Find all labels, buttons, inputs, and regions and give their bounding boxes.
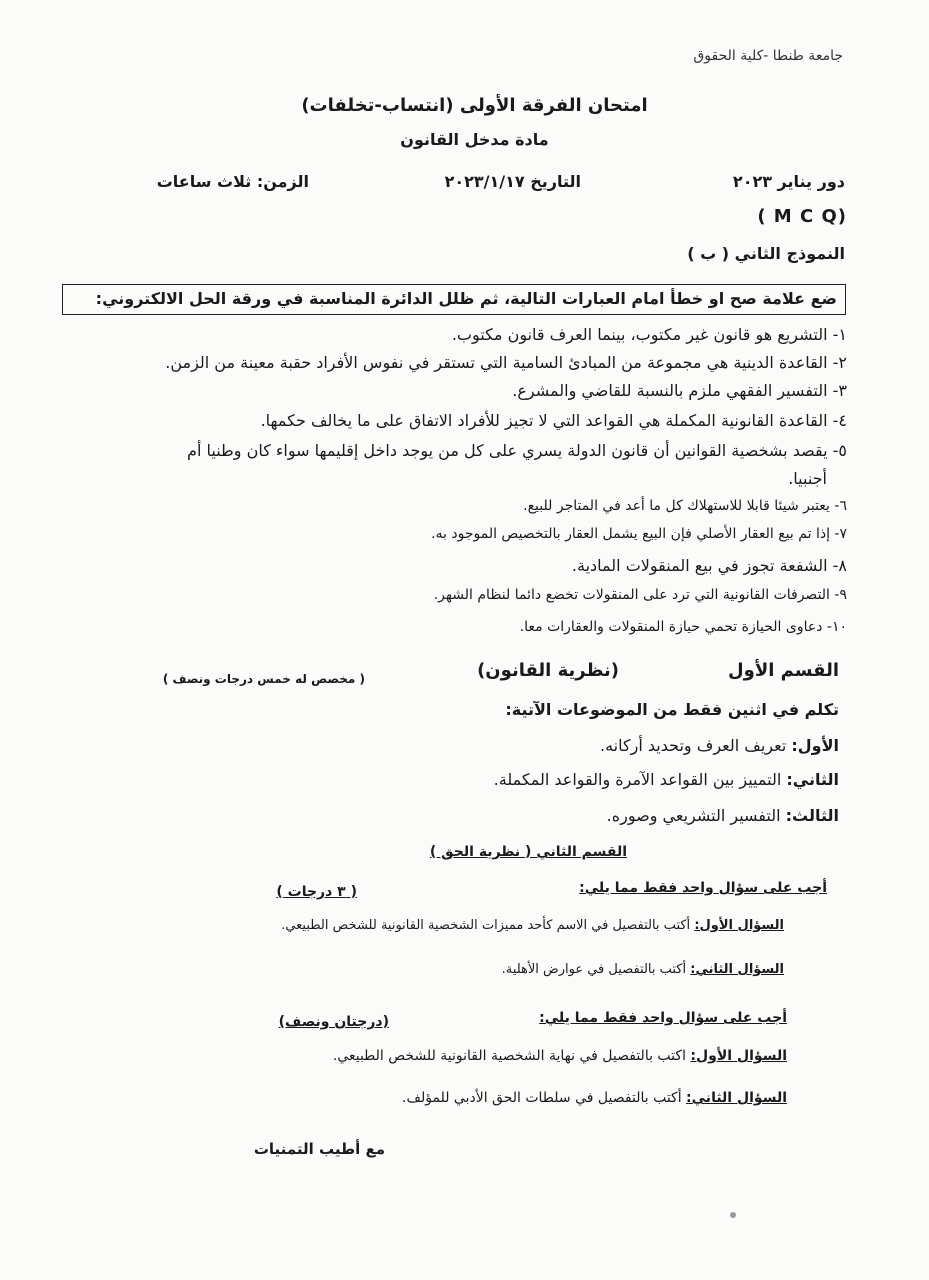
section-1-topic-3: الثالث: التفسير التشريعي وصوره. (606, 806, 839, 825)
subject-title: مادة مدخل القانون (400, 130, 549, 149)
university-header: جامعة طنطا -كلية الحقوق (693, 48, 843, 64)
exam-model: النموذج الثاني ( ب ) (687, 244, 845, 263)
section-2-part-2-marks: (درجتان ونصف) (278, 1014, 389, 1030)
closing-wishes: مع أطيب التمنيات (253, 1140, 385, 1158)
section-2-part-1-marks: ( ٣ درجات ) (276, 884, 357, 900)
section-2-part-1-question-1: السؤال الأول: أكتب بالتفصيل في الاسم كأحد مميزات الشخصية القانونية للشخص الطبيعي. (281, 918, 784, 933)
tf-question-4: ٤- القاعدة القانونية المكملة هي القواعد التي لا تجيز للأفراد الاتفاق على ما يخالف حكمها. (260, 411, 847, 430)
mcq-label: ( M C Q) (757, 206, 847, 227)
section-1-marks: ( مخصص له خمس درجات ونصف ) (162, 672, 365, 686)
tf-question-5-continued: أجنبيا. (788, 469, 827, 488)
exam-title: امتحان الفرقة الأولى (انتساب-تخلفات) (301, 95, 648, 116)
tf-instruction: ضع علامة صح او خطأ امام العبارات التالية، ثم ظلل الدائرة المناسبة في ورقة الحل الالكتروني: (95, 289, 837, 308)
tf-question-7: ٧- إذا تم بيع العقار الأصلي فإن البيع يشمل العقار بالتخصيص الموجود به. (431, 526, 847, 542)
section-1-title: القسم الأول (728, 660, 839, 681)
section-2-part-2-question-1: السؤال الأول: اكتب بالتفصيل في نهاية الشخصية القانونية للشخص الطبيعي. (332, 1048, 787, 1064)
exam-session: دور يناير ٢٠٢٣ (732, 172, 845, 191)
section-2-part-1-question-2: السؤال الثاني: أكتب بالتفصيل في عوارض الأهلية. (501, 962, 784, 977)
section-2-part-2-question-2: السؤال الثاني: أكتب بالتفصيل في سلطات الحق الأدبي للمؤلف. (402, 1090, 787, 1106)
tf-question-3: ٣- التفسير الفقهي ملزم بالنسبة للقاضي والمشرع. (512, 381, 847, 400)
section-1-topic-1: الأول: تعريف العرف وتحديد أركانه. (600, 736, 839, 755)
exam-date: التاريخ ٢٠٢٣/١/١٧ (444, 172, 581, 191)
exam-time: الزمن: ثلاث ساعات (156, 172, 309, 191)
tf-question-8: ٨- الشفعة تجوز في بيع المنقولات المادية. (571, 556, 847, 575)
tf-question-2: ٢- القاعدة الدينية هي مجموعة من المبادئ السامية التي تستقر في نفوس الأفراد حقبة معينة من الزمن. (165, 353, 847, 372)
tf-question-5: ٥- يقصد بشخصية القوانين أن قانون الدولة يسري على كل من يوجد داخل إقليمها سواء كان وطنيا أم (187, 441, 847, 460)
section-2-part-1-instruction: أجب على سؤال واحد فقط مما يلي: (579, 880, 827, 896)
section-1-topic-2: الثاني: التمييز بين القواعد الآمرة والقواعد المكملة. (493, 770, 839, 789)
tf-question-9: ٩- التصرفات القانونية التي ترد على المنقولات تخضع دائما لنظام الشهر. (433, 587, 847, 603)
section-1-instruction: تكلم في اثنين فقط من الموضوعات الآتية: (505, 700, 839, 719)
scan-speck (730, 1212, 736, 1218)
section-1-subtitle: (نظرية القانون) (477, 660, 619, 681)
tf-question-10: ١٠- دعاوى الحيازة تحمي حيازة المنقولات والعقارات معا. (519, 619, 847, 635)
tf-question-1: ١- التشريع هو قانون غير مكتوب، بينما العرف قانون مكتوب. (451, 325, 847, 344)
section-2-part-2-instruction: أجب على سؤال واحد فقط مما يلي: (539, 1010, 787, 1026)
tf-question-6: ٦- يعتبر شيئا قابلا للاستهلاك كل ما أعد في المتاجر للبيع. (523, 498, 847, 514)
section-2-title: القسم الثاني ( نظرية الحق ) (429, 844, 627, 860)
